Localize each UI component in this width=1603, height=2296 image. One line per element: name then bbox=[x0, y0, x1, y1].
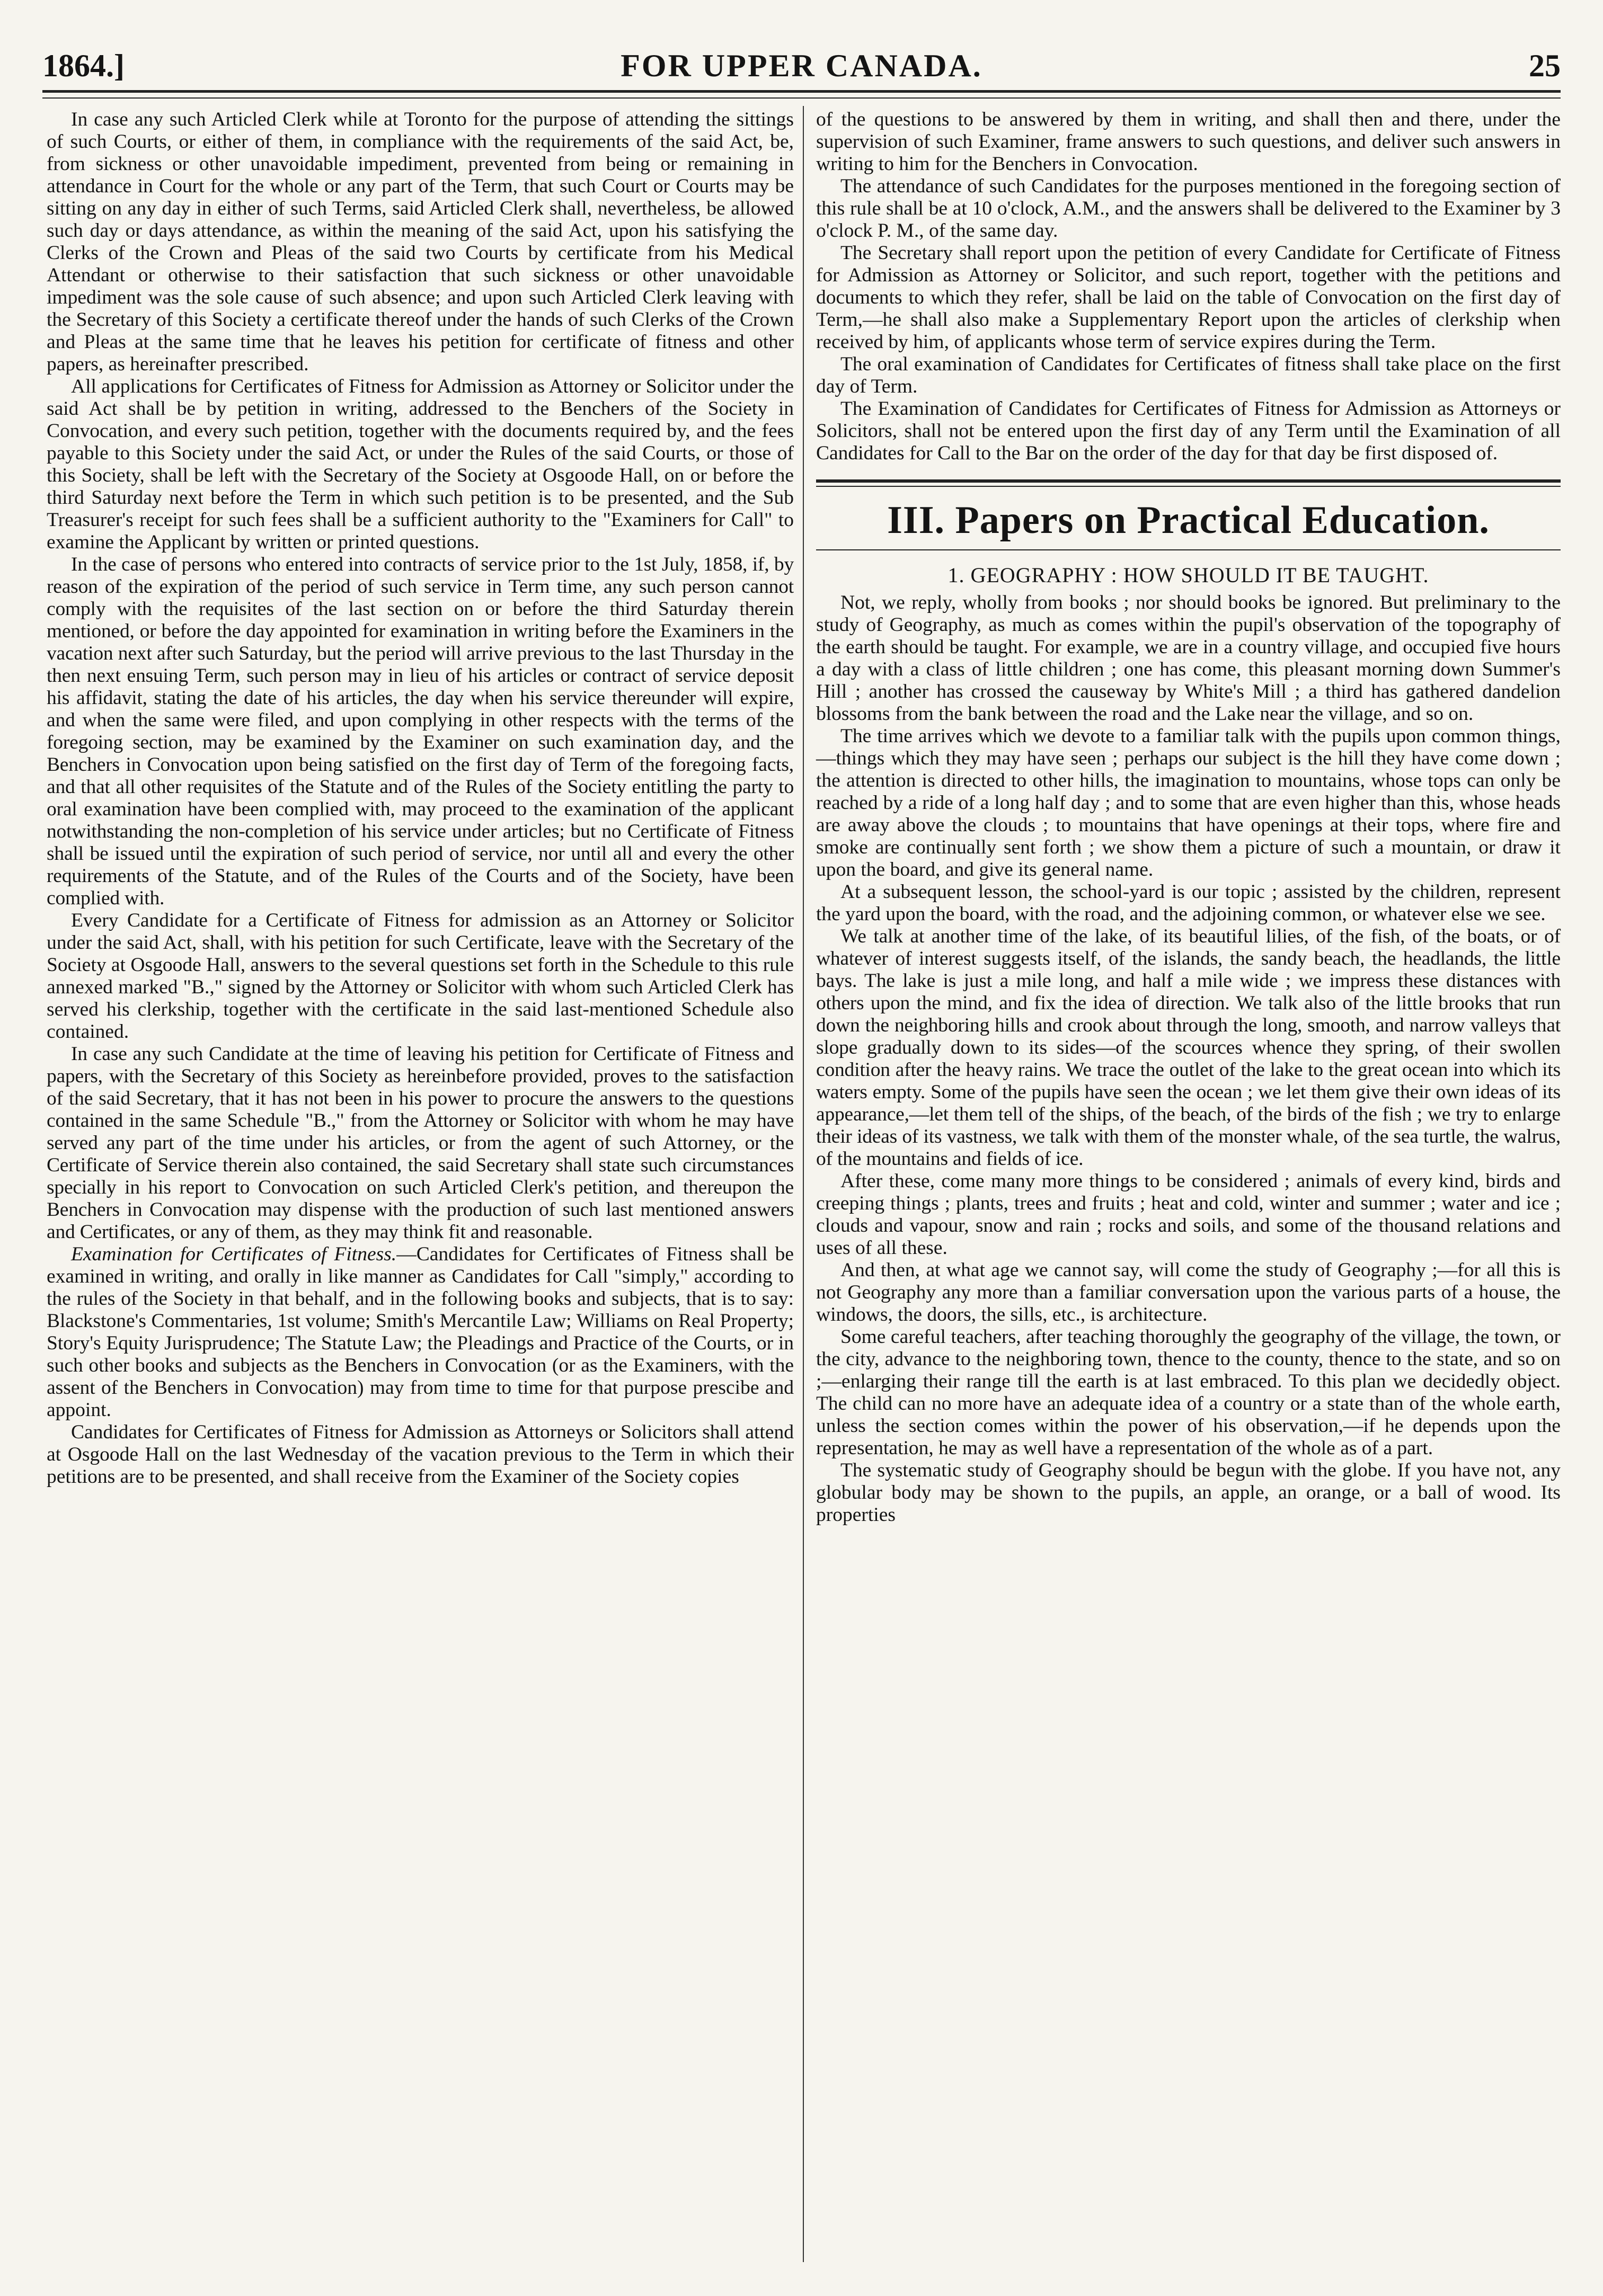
paragraph: The attendance of such Candidates for the purposes mentioned in the foregoing section of this rule shall be at 10 o'clock, A.M., and the answers shall be delivered to the Examiner by 3 o'clock P. M., of the same day. bbox=[816, 175, 1561, 242]
exam-heading: Examination for Certificates of Fitness. bbox=[71, 1243, 397, 1265]
paragraph: The Secretary shall report upon the petition of every Candidate for Certificate of Fitness for Admission as Attorney or Solicitor, and such report, together with the petitions and documents to which they refer, shall be laid on the table of Convocation on the first day of Term,—he shall also make a Supplementary Report upon the articles of clerkship when received by him, of applicants whose term of service expires during the Term. bbox=[816, 242, 1561, 353]
section-rule bbox=[816, 479, 1561, 483]
header-title: FOR UPPER CANADA. bbox=[621, 48, 982, 83]
section-rule-thin bbox=[816, 486, 1561, 487]
header-rule bbox=[42, 90, 1561, 93]
paragraph: Not, we reply, wholly from books ; nor should books be ignored. But preliminary to the study of Geography, as much as comes within the pupil's observation of the topography of the earth should be taught. For example, we are in a country village, and occupied five hours a day with a class of little children ; one has come, this pleasant morning down Summer's Hill ; another has crossed the causeway by White's Mill ; a third has gathered dandelion blossoms from the bank between the road and the Lake near the village, and so on. bbox=[816, 592, 1561, 725]
paragraph: The Examination of Candidates for Certificates of Fitness for Admission as Attorneys or Solicitors, shall not be entered upon the first day of any Term until the Examination of all Candidates for Call to the Bar on the order of the day for that day be first disposed of. bbox=[816, 398, 1561, 464]
header-rule-thin bbox=[42, 97, 1561, 99]
exam-text: —Candidates for Certificates of Fitness shall be examined in writing, and orally in like manner as Candidates for Call "simply," according to the rules of the Society in that behalf, and in the following books and subjects, that is to say: Blackstone's Commentaries, 1st volume; Smith's Mercantile Law; Williams on Real Property; Story's Equity Jurisprudence; The Statute Law; the Pleadings and Practice of the Courts, or in such other books and subjects as the Benchers in Convocation (or as the Examiners, with the assent of the Benchers in Convocation) may from time to time for that purpose prescibe and appoint. bbox=[47, 1243, 794, 1421]
paragraph: At a subsequent lesson, the school-yard is our topic ; assisted by the children, represent the yard upon the board, with the road, and the adjoining common, or whatever else we see. bbox=[816, 881, 1561, 925]
paragraph: We talk at another time of the lake, of its beautiful lilies, of the fish, of the boats, or of whatever of interest suggests itself, of the islands, the sandy beach, the headlands, the little bays. The lake is just a mile long, and half a mile wide ; we impress these distances with others upon the mind, and fix the idea of direction. We talk also of the little brooks that run down the neighboring hills and crook about through the long, smooth, and narrow valleys that slope gradually down to its sides—of the scources whence they spring, of their swollen condition after the heavy rains. We trace the outlet of the lake to the great ocean into which its waters empty. Some of the pupils have seen the ocean ; we let them give their own ideas of its appearance,—let them tell of the ships, of the beach, of the birds of the fish ; we try to enlarge their ideas of its vastness, we talk with them of the monster whale, of the sea turtle, the walrus, of the mountains and fields of ice. bbox=[816, 925, 1561, 1170]
paragraph: All applications for Certificates of Fitness for Admission as Attorney or Solicitor under the said Act shall be by petition in writing, addressed to the Benchers of the Society in Convocation, and every such petition, together with the documents required by, and the fees payable to this Society under the said Act, or under the Rules of the said Courts, or those of this Society, shall be left with the Secretary of the Society at Osgoode Hall, on or before the third Saturday next before the Term in which such petition is to be presented, and the Sub Treasurer's receipt for such fees shall be a sufficient authority to the "Examiners for Call" to examine the Applicant by written or printed questions. bbox=[47, 376, 794, 553]
paragraph: of the questions to be answered by them in writing, and shall then and there, under the supervision of such Examiner, frame answers to such questions, and deliver such answers in writing to him for the Benchers in Convocation. bbox=[816, 109, 1561, 175]
paragraph: In case any such Articled Clerk while at Toronto for the purpose of attending the sittings of such Courts, or either of them, in compliance with the requirements of the said Act, be, from sickness or other unavoidable impediment, prevented from being or remaining in attendance in Court for the whole or any part of the Term, that such Court or Courts may be sitting on any day in either of such Terms, said Articled Clerk shall, nevertheless, be allowed such day or days attendance, as within the meaning of the said Act, upon his satisfying the Clerks of the Crown and Pleas of the said two Courts by certificate from his Medical Attendant or otherwise to their satisfaction that such sickness or other unavoidable impediment was the sole cause of such absence; and upon such Articled Clerk leaving with the Secretary of this Society a certificate thereof under the hands of such Clerks of the Crown and Pleas at the same time that he leaves his petition for certificate of fitness and other papers, as hereinafter prescribed. bbox=[47, 109, 794, 375]
paragraph: After these, come many more things to be considered ; animals of every kind, birds and creeping things ; plants, trees and fruits ; heat and cold, winter and summer ; water and ice ; clouds and vapour, snow and rain ; rocks and soils, and some of the thousand relations and uses of all these. bbox=[816, 1170, 1561, 1259]
right-column bbox=[816, 109, 1561, 1526]
column-divider bbox=[803, 106, 804, 2262]
paragraph: In case any such Candidate at the time of leaving his petition for Certificate of Fitness and papers, with the Secretary of this Society as hereinbefore provided, proves to the satisfaction of the said Secretary, that it has not been in his power to procure the answers to the questions contained in the same Schedule "B.," from the Attorney or Solicitor with whom he may have served any part of the time under his articles, or from the agent of such Attorney, or the Certificate of Service therein also contained, the said Secretary shall state such circumstances specially in his report to Convocation on such Articled Clerk's petition, and thereupon the Benchers in Convocation may dispense with the production of such last mentioned answers and Certificates, or any of them, as they may think fit and reasonable. bbox=[47, 1043, 794, 1243]
page-number: 25 bbox=[1529, 48, 1561, 83]
section-title-rule bbox=[816, 549, 1561, 550]
paragraph: Candidates for Certificates of Fitness for Admission as Attorneys or Solicitors shall attend at Osgoode Hall on the last Wednesday of the vacation previous to the Term in which their petitions are to be presented, and shall receive from the Examiner of the Society copies bbox=[47, 1421, 794, 1488]
article-heading: 1. GEOGRAPHY : HOW SHOULD IT BE TAUGHT. bbox=[947, 563, 1429, 587]
paragraph: The oral examination of Candidates for Certificates of fitness shall take place on the first day of Term. bbox=[816, 353, 1561, 397]
paragraph: Every Candidate for a Certificate of Fitness for admission as an Attorney or Solicitor under the said Act, shall, with his petition for such Certificate, leave with the Secretary of the Society at Osgoode Hall, answers to the several questions set forth in the Schedule to this rule annexed marked "B.," signed by the Attorney or Solicitor with whom such Articled Clerk has served his clerkship, together with the certificate in the said last-mentioned Schedule also contained. bbox=[47, 910, 794, 1043]
header-year: 1864.] bbox=[42, 48, 125, 83]
paragraph: The time arrives which we devote to a familiar talk with the pupils upon common things,—things which they may have seen ; perhaps our subject is the hill they have come down ; the attention is directed to other hills, the imagination to mountains, whose tops can only be reached by a ride of a long half day ; and to some that are even higher than this, whose heads are away above the clouds ; to mountains that have openings at their tops, where fire and smoke are continually sent forth ; we show them a picture of such a mountain, or draw it upon the board, and give its general name. bbox=[816, 725, 1561, 880]
left-column bbox=[47, 109, 794, 1488]
paragraph: And then, at what age we cannot say, will come the study of Geography ;—for all this is not Geography any more than a familiar conversation upon the various parts of a house, the windows, the doors, the sills, etc., is architecture. bbox=[816, 1259, 1561, 1325]
paragraph: In the case of persons who entered into contracts of service prior to the 1st July, 1858, if, by reason of the expiration of the period of such service in Term time, any such person cannot comply with the requisites of the last section on or before the third Saturday therein mentioned, or before the day appointed for examination in writing before the Examiners in the vacation next after such Saturday, but the period will arrive previous to the last Thursday in the then next ensuing Term, such person may in lieu of his articles or contract of service deposit his affidavit, stating the date of his articles, the day when his service thereunder will expire, and when the same were filed, and upon complying in other respects with the terms of the foregoing section, may be examined by the Examiner on such examination day, and the Benchers in Convocation upon being satisfied on the first day of Term of the foregoing facts, and that all other requisites of the Statute and of the Rules of the Society entitling the party to oral examination have been complied with, may proceed to the examination of the applicant notwithstanding the non-completion of his service under articles; but no Certificate of Fitness shall be issued until the expiration of such period of service, nor until all and every the other requirements of the Statute, and of the Rules of the Courts and of the Society, have been complied with. bbox=[47, 554, 794, 909]
paragraph: Some careful teachers, after teaching thoroughly the geography of the village, the town, or the city, advance to the neighboring town, thence to the county, thence to the state, and so on ;—enlarging their range till the earth is at last embraced. To this plan we decidedly object. The child can no more have an adequate idea of a country or a state than of the whole earth, unless the section comes within the power of his observation,—if he depends upon the representation, he may as well have a representation of the whole as of a part. bbox=[816, 1326, 1561, 1459]
section-title: III. Papers on Practical Education. bbox=[887, 499, 1490, 542]
paragraph: The systematic study of Geography should be begun with the globe. If you have not, any globular body may be shown to the pupils, an apple, an orange, or a ball of wood. Its properties bbox=[816, 1460, 1561, 1526]
paragraph-exam bbox=[47, 1243, 794, 1421]
